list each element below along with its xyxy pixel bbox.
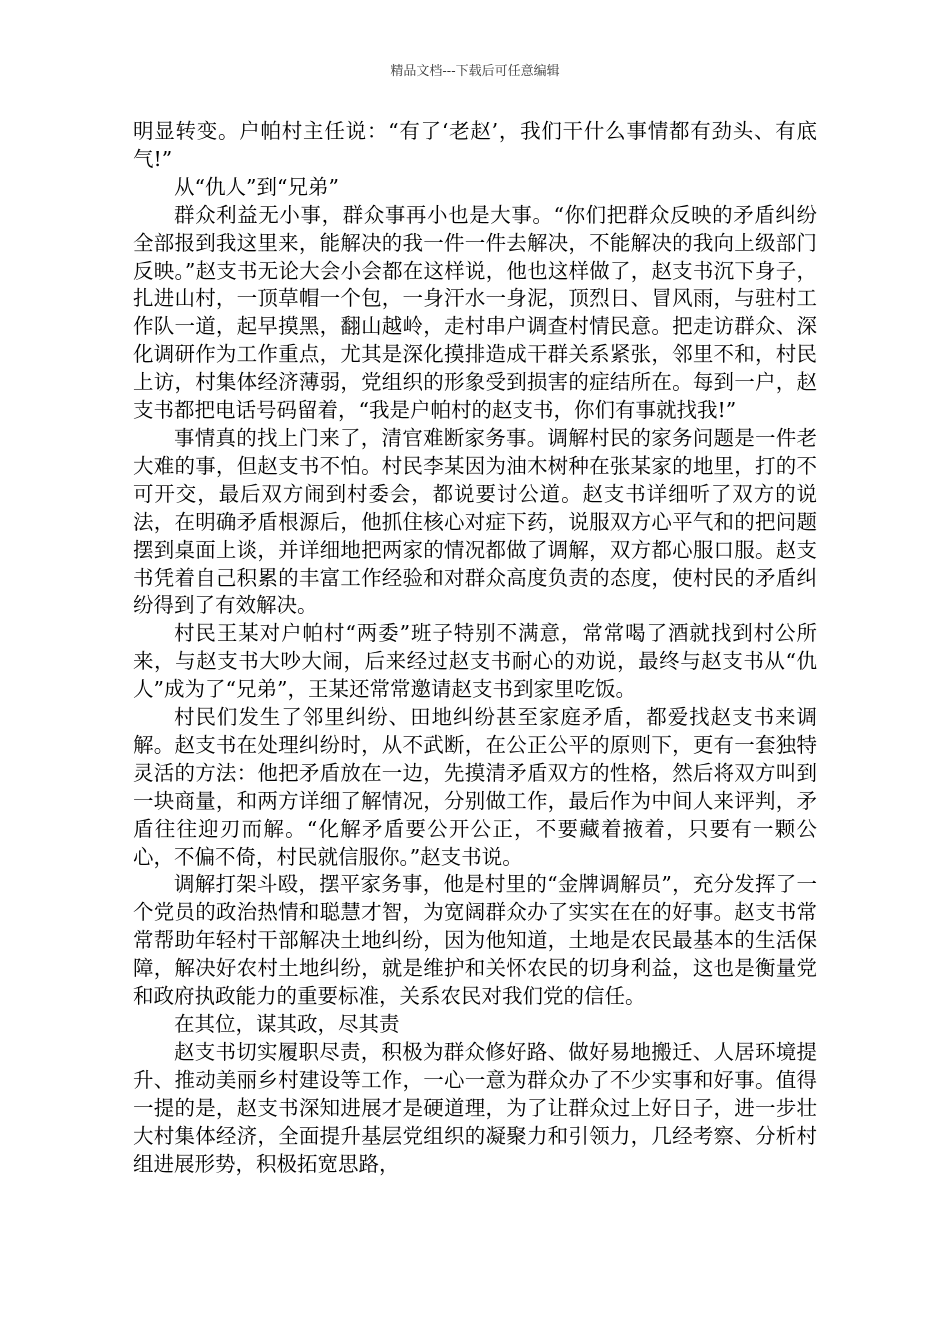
paragraph: 事情真的找上门来了，清官难断家务事。调解村民的家务问题是一件老大难的事，但赵支书不怕。村民李某因为油木树种在张某家的地里，打的不可开交，最后双方闹到村委会，都说要讨公道。赵支书详细听了双方的说法，在明确矛盾根源后，他抓住核心对症下药，说服双方心平气和的把问题摆到桌面上谈，并详细地把两家的情况都做了调解，双方都心服口服。赵支书凭着自己积累的丰富工作经验和对群众高度负责的态度，使村民的矛盾纠纷得到了有效解决。 [133,425,817,618]
document-body [133,118,817,1178]
paragraph: 村民王某对户帕村“两委”班子特别不满意，常常喝了酒就找到村公所来，与赵支书大吵大闹，后来经过赵支书耐心的劝说，最终与赵支书从“仇人”成为了“兄弟”，王某还常常邀请赵支书到家里吃饭。 [133,621,817,702]
section-heading-duty: 在其位，谋其政，尽其责 [174,1012,400,1036]
paragraph: 群众利益无小事，群众事再小也是大事。“你们把群众反映的矛盾纠纷全部报到我这里来，能解决的我一件一件去解决，不能解决的我向上级部门反映。”赵支书无论大会小会都在这样说，他也这样做了，赵支书沉下身子，扎进山村，一顶草帽一个包，一身汗水一身泥，顶烈日、冒风雨，与驻村工作队一道，起早摸黑，翻山越岭，走村串户调查村情民意。把走访群众、深化调研作为工作重点，尤其是深化摸排造成干群关系紧张，邻里不和，村民上访，村集体经济薄弱，党组织的形象受到损害的症结所在。每到一户，赵支书都把电话号码留着，“我是户帕村的赵支书，你们有事就找我!” [133,202,817,423]
paragraph: 调解打架斗殴，摆平家务事，他是村里的“金牌调解员”，充分发挥了一个党员的政治热情和聪慧才智，为宽阔群众办了实实在在的好事。赵支书常常帮助年轻村干部解决土地纠纷，因为他知道，土地是农民最基本的生活保障，解决好农村土地纠纷，就是维护和关怀农民的切身利益，这也是衡量党和政府执政能力的重要标准，关系农民对我们党的信任。 [133,872,817,1009]
section-heading-enemy-to-brother: 从“仇人”到“兄弟” [174,174,339,199]
paragraph: 赵支书切实履职尽责，积极为群众修好路、做好易地搬迁、人居环境提升、推动美丽乡村建设等工作，一心一意为群众办了不少实事和好事。值得一提的是，赵支书深知进展才是硬道理，为了让群众过上好日子，进一步壮大村集体经济，全面提升基层党组织的凝聚力和引领力，几经考察、分析村组进展形势，积极拓宽思路， [133,1039,817,1176]
page-header: 精品文档---下载后可任意编辑 [390,64,560,79]
paragraph: 村民们发生了邻里纠纷、田地纠纷甚至家庭矛盾，都爱找赵支书来调解。赵支书在处理纠纷时，从不武断，在公正公平的原则下，更有一套独特灵活的方法：他把矛盾放在一边，先摸清矛盾双方的性格，然后将双方叫到一块商量，和两方详细了解情况，分别做工作，最后作为中间人来评判，矛盾往往迎刃而解。“化解矛盾要公开公正，不要藏着掖着，只要有一颗公心，不偏不倚，村民就信服你。”赵支书说。 [133,705,817,869]
paragraph-continuation: 明显转变。户帕村主任说：“有了‘老赵’，我们干什么事情都有劲头、有底气!” [133,119,817,171]
